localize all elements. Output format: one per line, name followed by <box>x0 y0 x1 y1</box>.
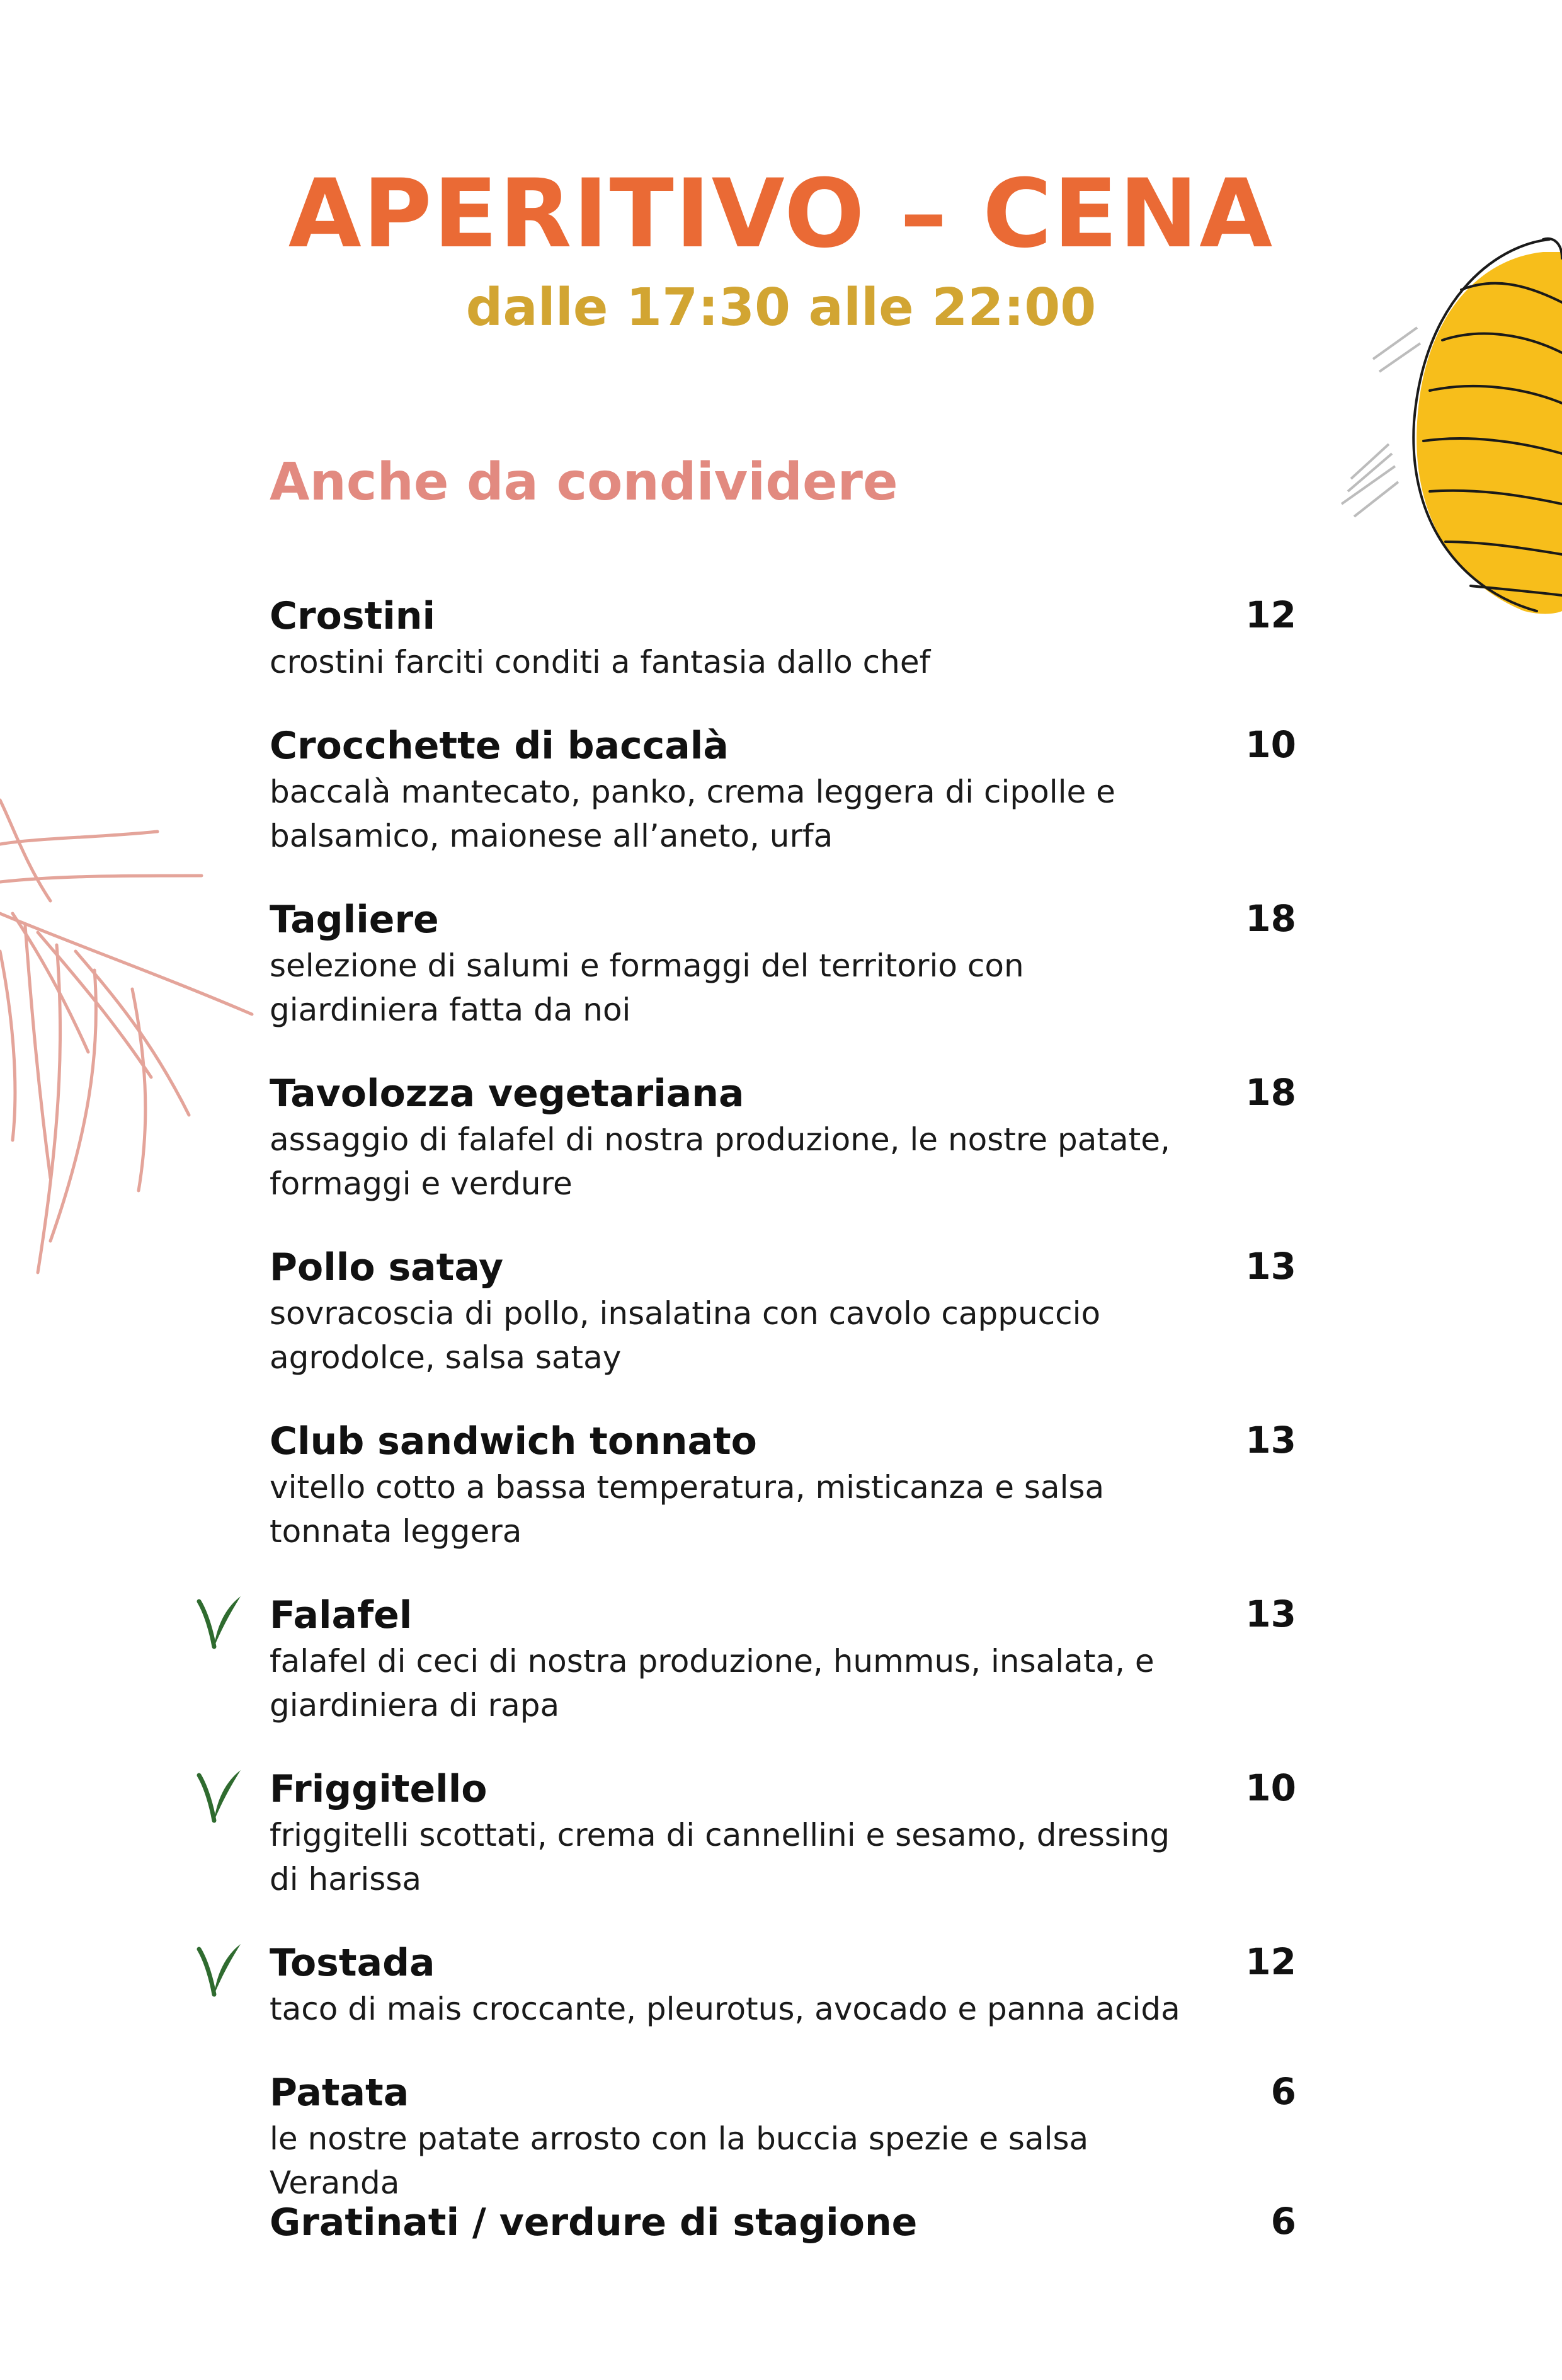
vegan-leaf-icon <box>194 1937 244 2000</box>
item-price: 6 <box>1270 2070 1296 2113</box>
item-description: sovracoscia di pollo, insalatina con cavolo cappuccio agrodolce, salsa satay <box>270 1295 1101 1376</box>
item-name: Tagliere <box>270 898 439 942</box>
vegan-leaf-icon <box>194 1589 244 1652</box>
item-name: Patata <box>270 2071 409 2115</box>
menu-item <box>270 1419 1296 1553</box>
item-description: crostini farciti conditi a fantasia dallo chef <box>270 644 931 680</box>
item-price: 13 <box>1245 1419 1296 1462</box>
item-price: 13 <box>1245 1245 1296 1288</box>
item-name: Tostada <box>270 1941 435 1985</box>
menu-item <box>270 1245 1296 1380</box>
item-name: Falafel <box>270 1593 413 1637</box>
menu-item <box>270 2070 1296 2205</box>
menu-item <box>270 897 1296 1032</box>
item-price: 18 <box>1245 1071 1296 1114</box>
item-price: 18 <box>1245 897 1296 940</box>
section-title: Anche da condividere <box>270 452 898 512</box>
item-name: Club sandwich tonnato <box>270 1419 757 1463</box>
item-name: Gratinati / verdure di stagione <box>270 2200 918 2245</box>
item-name: Crocchette di baccalà <box>270 724 729 768</box>
item-description: le nostre patate arrosto con la buccia spezie e salsa Veranda <box>270 2120 1089 2201</box>
menu-item <box>270 593 1296 684</box>
menu-item <box>270 1593 1296 1727</box>
item-name: Crostini <box>270 594 436 638</box>
menu-item <box>270 1766 1296 1901</box>
pink-palm-illustration <box>0 787 265 1279</box>
vegan-leaf-icon <box>194 1763 244 1826</box>
item-description: assaggio di falafel di nostra produzione, le nostre patate, formaggi e verdure <box>270 1121 1170 1202</box>
item-price: 12 <box>1245 1940 1296 1983</box>
item-price: 6 <box>1270 2200 1296 2243</box>
item-description: vitello cotto a bassa temperatura, misticanza e salsa tonnata leggera <box>270 1469 1105 1550</box>
item-description: selezione di salumi e formaggi del territorio con giardiniera fatta da noi <box>270 947 1024 1028</box>
menu-item <box>270 1071 1296 1206</box>
item-price: 13 <box>1245 1593 1296 1635</box>
item-description: falafel di ceci di nostra produzione, hummus, insalata, e giardiniera di rapa <box>270 1643 1154 1724</box>
item-name: Tavolozza vegetariana <box>270 1072 744 1116</box>
menu-item <box>270 723 1296 858</box>
item-name: Pollo satay <box>270 1245 504 1290</box>
page-title: APERITIVO – CENA <box>288 159 1274 269</box>
item-price: 12 <box>1245 593 1296 636</box>
item-price: 10 <box>1245 723 1296 766</box>
menu-item <box>270 1940 1296 2031</box>
menu-item <box>270 2200 1296 2245</box>
service-hours: dalle 17:30 alle 22:00 <box>465 278 1097 338</box>
item-description: friggitelli scottati, crema di cannellini e sesamo, dressing di harissa <box>270 1817 1170 1897</box>
item-description: baccalà mantecato, panko, crema leggera di cipolle e balsamico, maionese all’aneto, urfa <box>270 774 1115 854</box>
item-price: 10 <box>1245 1766 1296 1809</box>
item-name: Friggitello <box>270 1767 487 1811</box>
item-description: taco di mais croccante, pleurotus, avocado e panna acida <box>270 1991 1180 2027</box>
